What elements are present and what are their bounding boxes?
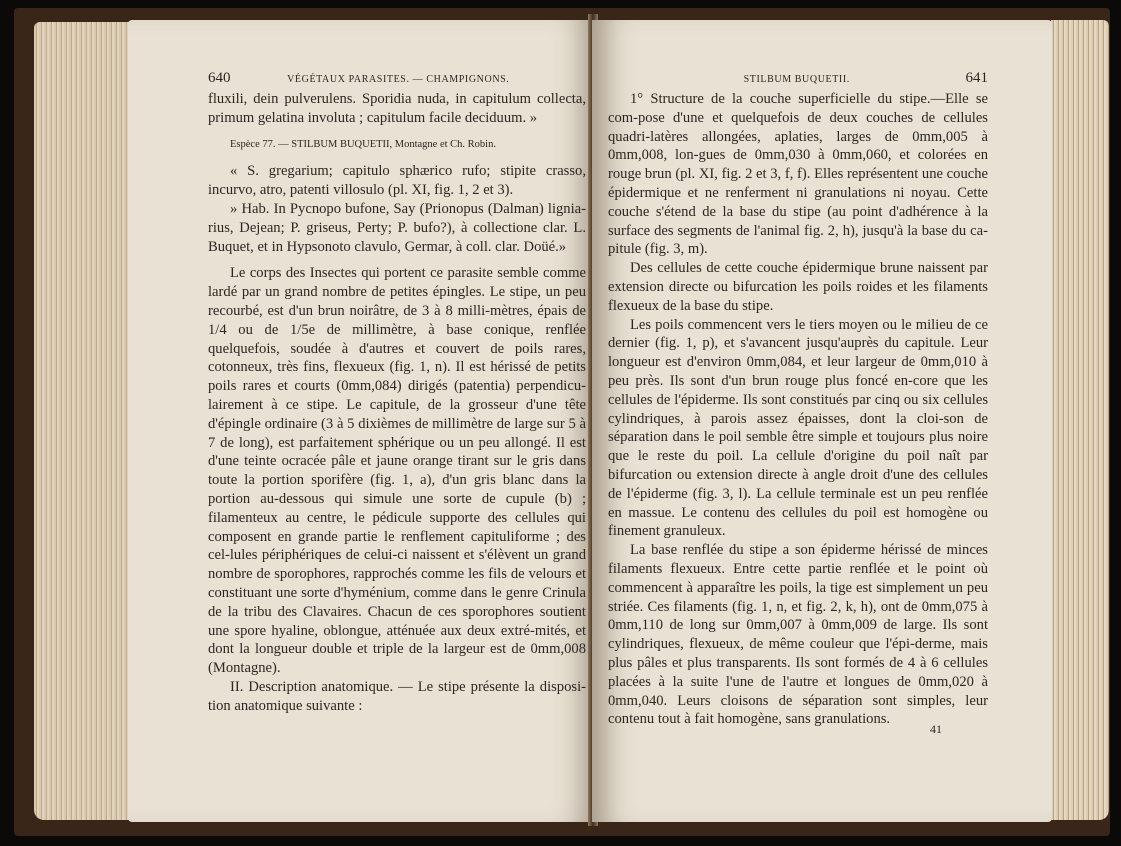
left-page-header xyxy=(208,70,586,87)
left-page xyxy=(128,20,596,822)
page-edges-left xyxy=(34,22,134,820)
right-page-number: 641 xyxy=(965,70,988,86)
left-page-text xyxy=(208,90,586,716)
right-running-head: STILBUM BUQUETII. xyxy=(743,74,850,85)
paragraph: Des cellules de cette couche épidermique brune naissent par extension directe ou bifurcation les poils roides et les filaments flexueux de la base du stipe. xyxy=(608,260,988,314)
species-heading: Espèce 77. — STILBUM BUQUETII, Montagne et Ch. Robin. xyxy=(230,138,496,150)
signature-mark: 41 xyxy=(930,722,942,736)
paragraph: fluxili, dein pulverulens. Sporidia nuda, in capitulum collecta, primum gelatina involuta ; capitulum facile deciduum. » xyxy=(208,91,586,126)
right-page-text xyxy=(608,90,988,729)
right-page-header xyxy=(608,70,988,87)
page-edges-right xyxy=(1051,20,1109,820)
paragraph: Les poils commencent vers le tiers moyen ou le milieu de ce dernier (fig. 1, p), et s'avancent jusqu'auprès du capitule. Leur longueur est d'environ 0mm,084, et leur largeur de 0mm,010 à peu près. Ils sont d'un brun rouge plus foncé en-core que les cellules de l'épiderme. Ils sont constitués par cinq ou six cellules cylindriques, à parois assez épaisses, dont la cloi-son de séparation dans le poil semble être simple et toujours plus noire que le reste du poil. La cellule d'origine du poil naît par bifurcation ou extension directe à angle droit d'une des cellules de l'épiderme (fig. 3, l). La cellule terminale est un peu renflée en massue. Le contenu des cellules du poil est homogène ou finement granuleux. xyxy=(608,316,988,540)
paragraph: 1° Structure de la couche superficielle du stipe.—Elle se com-pose d'une et quelquefois de deux couches de cellules quadri-latères allongées, aplaties, larges de 0mm,005 à 0mm,008, lon-gues de 0mm,030 à 0mm,060, et colorées en rouge brun (pl. XI, fig. 2 et 3, f, f). Elles représentent une couche épidermique et ne renferment ni granulations ni noyau. Cette couche s'étend de la base du stipe (au point d'adhérence à la surface des segments de l'animal fig. 2, h), jusqu'à la base du ca-pitule (fig. 3, m). xyxy=(608,91,988,258)
paragraph: La base renflée du stipe a son épiderme hérissé de minces filaments flexueux. Entre cette partie renflée et le point où commencent à apparaître les poils, la tige est simplement un peu striée. Ces filaments (fig. 1, n, et fig. 2, k, h), ont de 0mm,075 à 0mm,110 de long sur 0mm,007 à 0mm,009 de large. Ils sont cylindriques, flexueux, de même couleur que l'épi-derme, mais plus pâles et plus transparents. Ils sont formés de 4 à 6 cellules placées à la suite l'une de l'autre et longues de 0mm,020 à 0mm,040. Leurs cloisons de séparation sont simples, leur contenu tout à fait homogène, sans granulations. xyxy=(608,542,988,728)
paragraph: Le corps des Insectes qui portent ce parasite semble comme lardé par un grand nombre de petites épingles. Le stipe, un peu recourbé, est d'un brun noirâtre, de 3 à 8 milli-mètres, épais de 1/4 ou de 1/5e de millimètre, à base conique, renflée quelquefois, soudée à d'autres et couvert de poils rares, cotonneux, très fins, flexueux (fig. 1, n). Il est hérissé de petits poils rares et courts (0mm,084) dirigés (patentia) perpendicu-lairement à ce stipe. Le capitule, de la grosseur d'une tête d'épingle ordinaire (3 à 5 dixièmes de millimètre de large sur 5 à 7 de long), est parfaitement sphérique ou un peu allongé. Il est d'une teinte ocracée pâle et jaune orange tirant sur le gris dans toute la portion sporifère (fig. 1, a), d'un gris blanc dans la portion au-dessous qui simule une sorte de cupule (b) ; filamenteux au centre, le pédicule supporte des cellules qui composent en grande partie le renflement capituliforme ; des cel-lules périphériques de celui-ci naissent et s'élèvent un grand nombre de sporophores, rapprochés comme les fils de velours et constituant une sorte d'hyménium, comme dans le genre Crinula de la tribu des Clavaires. Chacun de ces sporophores soutient une spore hyaline, oblongue, atténuée aux deux extré-mités, et dont la longueur double et triple de la largeur est de 0mm,008 (Montagne). xyxy=(208,265,586,677)
left-page-number: 640 xyxy=(208,70,231,86)
paragraph: II. Description anatomique. — Le stipe présente la disposi-tion anatomique suivante : xyxy=(208,678,586,714)
paragraph: » Hab. In Pycnopo bufone, Say (Prionopus (Dalman) lignia-rius, Dejean; P. griseus, Perty; P. bufo?), à collectione clar. L. Buquet, et in Hypsonoto clavulo, Germar, à coll. clar. Doüé.» xyxy=(208,200,586,255)
right-page xyxy=(592,20,1052,822)
left-running-head: VÉGÉTAUX PARASITES. — CHAMPIGNONS. xyxy=(287,74,510,85)
paragraph: « S. gregarium; capitulo sphærico rufo; stipite crasso, incurvo, atro, patenti villosulo (pl. XI, fig. 1, 2 et 3). xyxy=(208,163,586,199)
